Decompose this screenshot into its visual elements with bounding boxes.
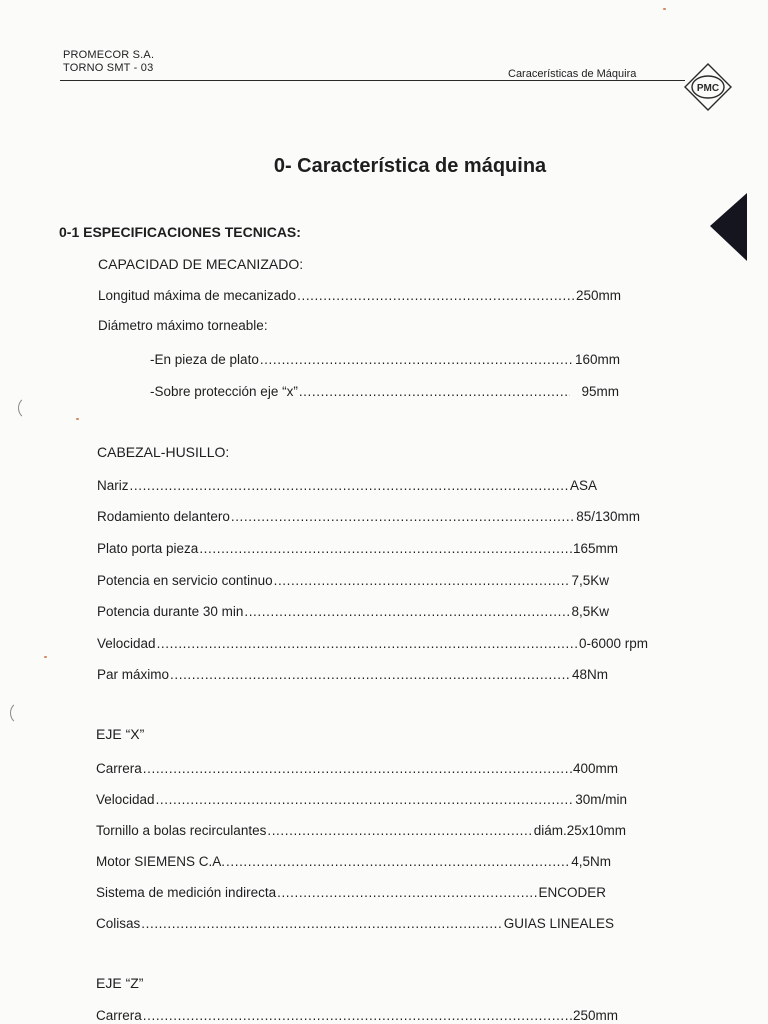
spec-label: Sistema de medición indirecta — [96, 885, 277, 900]
leader-dots — [274, 573, 571, 588]
spec-row — [150, 384, 619, 399]
punch-hole — [18, 396, 42, 420]
pmc-logo — [683, 62, 733, 112]
spec-row — [97, 573, 609, 588]
spec-row — [98, 288, 621, 303]
spec-row — [96, 823, 626, 838]
spec-row — [97, 667, 608, 682]
spec-value: 85/130mm — [576, 509, 640, 524]
spec-label: -En pieza de plato — [150, 352, 259, 367]
spec-label: Plato porta pieza — [97, 541, 199, 556]
leader-dots — [299, 384, 571, 399]
spec-row — [96, 761, 618, 776]
leader-dots — [199, 541, 572, 556]
spec-row — [97, 541, 618, 556]
machine-model: TORNO SMT - 03 — [63, 62, 154, 74]
scan-speck — [44, 656, 47, 658]
leader-dots — [156, 792, 575, 807]
spec-value: diám.25x10mm — [533, 823, 626, 838]
leader-dots — [231, 509, 575, 524]
spec-row — [97, 604, 609, 619]
header-rule — [60, 80, 685, 81]
header-left — [63, 49, 154, 75]
spec-value: 165mm — [572, 541, 618, 556]
spec-label: Velocidad — [96, 792, 155, 807]
spec-value: 0-6000 rpm — [578, 636, 648, 651]
scan-speck — [76, 418, 79, 420]
spec-value: 48Nm — [571, 667, 608, 682]
spec-row — [97, 636, 648, 651]
spec-row — [97, 478, 597, 493]
leader-dots — [244, 604, 570, 619]
diametro-label: Diámetro máximo torneable: — [98, 318, 268, 333]
scan-speck — [663, 8, 666, 10]
spec-label: Carrera — [96, 1008, 142, 1023]
spec-row — [97, 509, 640, 524]
company-name: PROMECOR S.A. — [63, 49, 155, 61]
spec-row — [96, 885, 606, 900]
spec-label: Colisas — [96, 916, 141, 931]
spec-row — [96, 916, 614, 931]
spec-label: Velocidad — [97, 636, 156, 651]
leader-dots — [143, 761, 572, 776]
eje-z-title: EJE “Z” — [96, 975, 144, 991]
leader-dots — [297, 288, 575, 303]
pmc-logo-text: PMC — [696, 83, 720, 94]
spec-row — [96, 1008, 618, 1023]
spec-label: Potencia durante 30 min — [97, 604, 244, 619]
capacidad-title: CAPACIDAD DE MECANIZADO: — [98, 256, 304, 272]
header-section: Caracerísticas de Máquira — [508, 68, 637, 80]
spec-value: 4,5Nm — [571, 854, 611, 869]
spec-value: 400mm — [572, 761, 618, 776]
spec-label: Par máximo — [97, 667, 170, 682]
leader-dots — [277, 885, 537, 900]
spec-value: 250mm — [575, 288, 621, 303]
spec-value: GUIAS LINEALES — [503, 916, 614, 931]
spec-value: 250mm — [572, 1008, 618, 1023]
spec-value: ENCODER — [538, 885, 606, 900]
tab-marker-icon — [710, 193, 747, 261]
spec-value: 8,5Kw — [571, 604, 609, 619]
spec-label: Motor SIEMENS C.A. — [96, 854, 226, 869]
cabezal-title: CABEZAL-HUSILLO: — [97, 444, 230, 460]
spec-label: Nariz — [97, 478, 129, 493]
leader-dots — [130, 478, 569, 493]
leader-dots — [260, 352, 574, 367]
section-title: 0-1 ESPECIFICACIONES TECNICAS: — [59, 224, 301, 240]
leader-dots — [267, 823, 532, 838]
leader-dots — [226, 854, 570, 869]
spec-value: ASA — [569, 478, 597, 493]
leader-dots — [157, 636, 578, 651]
spec-value: 7,5Kw — [571, 573, 609, 588]
spec-value: 30m/min — [575, 792, 627, 807]
spec-label: Longitud máxima de mecanizado — [98, 288, 297, 303]
leader-dots — [170, 667, 571, 682]
spec-row — [150, 352, 620, 367]
spec-value: 160mm — [574, 352, 620, 367]
leader-dots — [143, 1008, 572, 1023]
spec-label: Carrera — [96, 761, 142, 776]
spec-value: 95mm — [581, 384, 619, 399]
spec-label: Potencia en servicio continuo — [97, 573, 273, 588]
punch-hole — [10, 701, 34, 725]
spec-row — [96, 854, 611, 869]
spec-label: Tornillo a bolas recirculantes — [96, 823, 267, 838]
page-title: 0- Característica de máquina — [273, 155, 547, 177]
spec-row — [96, 792, 627, 807]
spec-label: -Sobre protección eje “x” — [150, 384, 298, 399]
spec-label: Rodamiento delantero — [97, 509, 230, 524]
eje-x-title: EJE “X” — [96, 726, 145, 742]
leader-dots — [141, 916, 502, 931]
